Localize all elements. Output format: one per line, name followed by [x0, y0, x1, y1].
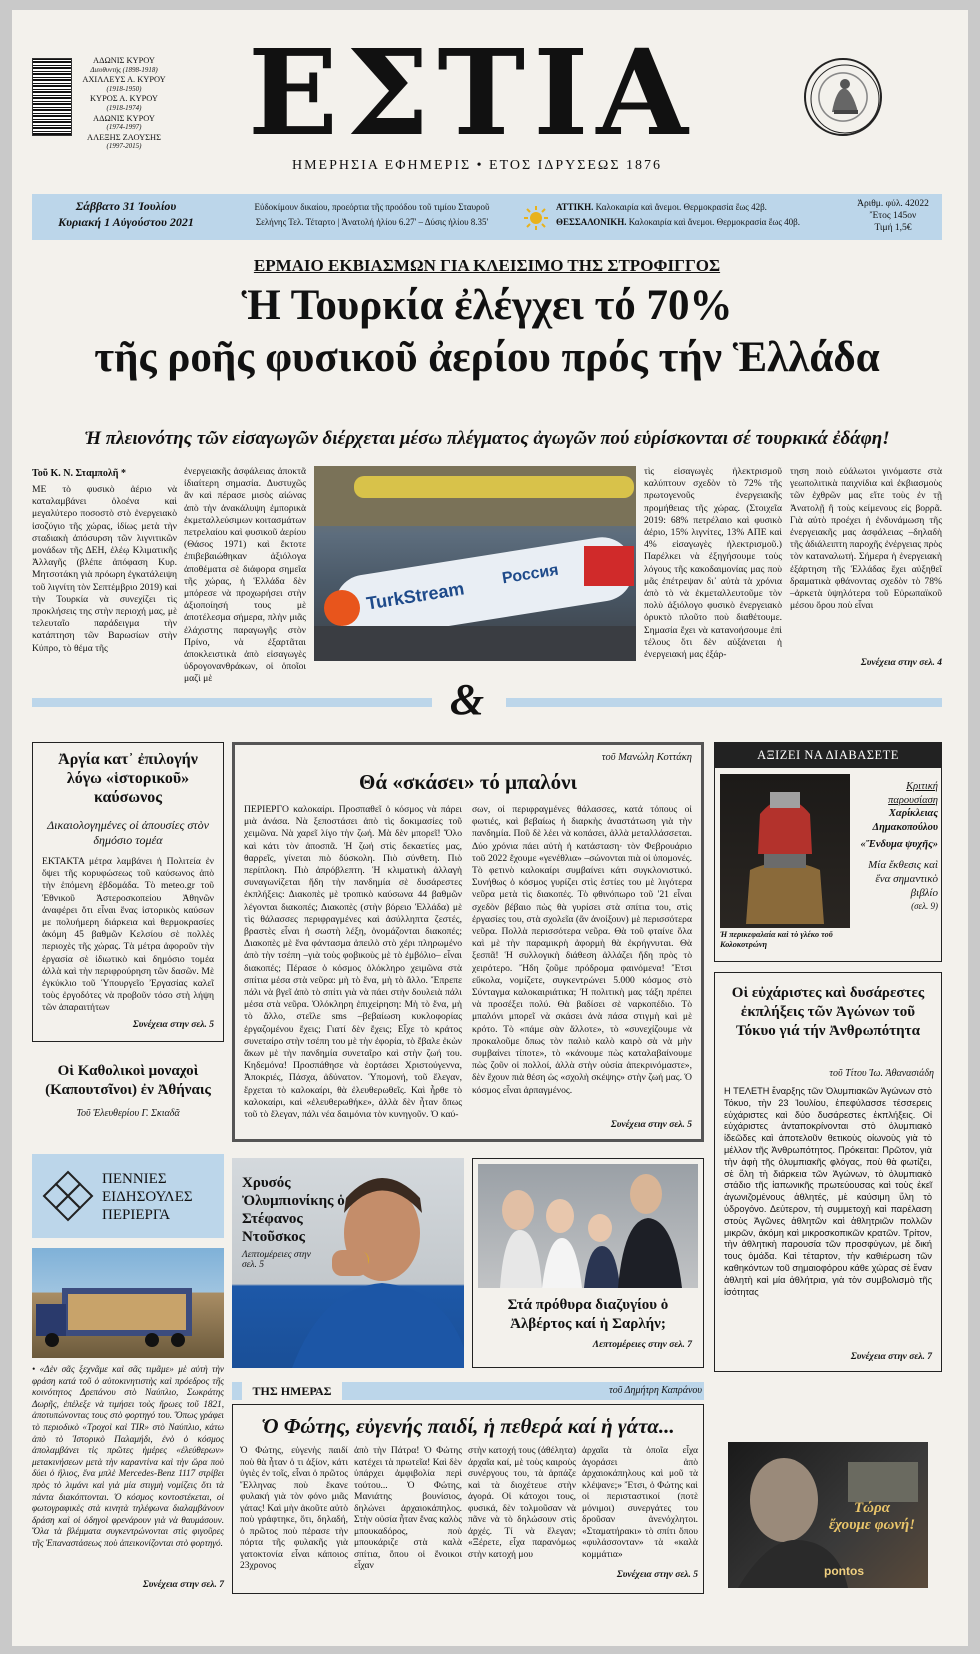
editorial-col1: ΠΕΡΙΕΡΓΟ καλοκαίρι. Προσπαθεῖ ὁ κόσμος νὰ πάρει μιὰ ἀνάσα. Νὰ ξεποστάσει ἀπὸ τὶς δοκιμασίες τοῦ χειμῶνα. Νὰ χαρεῖ λίγο τὴν ζωή. Μὰ δὲν μπορεῖ! Ὅλο καὶ κάτι τὸν ἀποσπᾶ. Ἡ ζωή στὶς δεκαετίες μας, θαρρεῖς, γίνεται πιὸ δύσκολη. Πιὸ σύνθετη. Πιὸ περίπλοκη. Πιὸ ἀπρόβλεπτη. Ἡ κλιματικὴ ἀλλαγὴ συναγωνίζεται ἤδη τὴν πανδημία σὲ δυσάρεστες ἐκπλήξεις: Διακοπὲς μὲ τροπικὸ καύσωνα 44 βαθμῶν λέγονται διακοπές; Διακοπὲς (στὴν βόρειο Ἑλλάδα) μὲ τὶς θάλασσες περιφραγμένες καὶ ἀσύλληπτα ζεστές, βραστὲς εἶναι ἡ σωστὴ λέξη, ὀνομάζονται διακοπές; Διακοπὲς μὲ ἕνα φάντασμα ἀπειλὸ στὸ χέρι πληρωμένο ἀπὸ τὴν τσέπη –γιὰ τοὺς φοβικοὺς μὲ τὸ ἐμβόλιο– εἶναι διακοπές; Πέρασε ὁ κόσμος ὁλόκληρο χειμῶνα στὰ σπίτια μέσα στὰ νεῦρα: μὴ τὸ ἕνα, μὴ τὸ ἄλλο. Ἔπρεπε πάλι νὰ βγεῖ ἀπὸ τὸ σπίτι γιὰ νὰ πάει στὴν δουλειὰ πάλι μέσα στὰ νεῦρα. Ὁλόκληρη ἐπιχείρηση: Μὴ τὸ ἕνα, μὴ τὸ ἄλλο, στεῖλε sms –βεβαίωση κυκλοφορίας ἐργαζομένου ἔχεις; Γιατί δὲν ἔχεις; Εἶχε τὸ κράτος συνεταίρο στὴν τσέπη του μὲ τὴν ἐφορία, τὸ ἔβαλε ἐκὼν ἄκων μὲ τὴν πανδημία συνεταῖρο καὶ στὴν ζωή του. Κηδεμόνα! Προσπάθησε νὰ ἑορτάσει Χριστούγεννα, Ἀποκριές, Πάσχα, ἀδύνατον. Ὑπομονή, τοῦ ἔλεγαν, ἔρχεται τὸ καλοκαίρι, θὰ ἐλευθερωθεῖς. Καὶ ἦρθε τὸ καλοκαίρι, καὶ «ἐλευθερωθήκε», ἀλλὰ δὲν ἦταν ὅπως τοῦ τὸ ἔλεγαν, πάλι νέα δαιμόνια τὸν κυνηγοῦν. Ὁ καύ-: [244, 804, 462, 1121]
newspaper-page: [12, 10, 968, 1646]
editorial-continue: Συνέχεια στην σελ. 5: [610, 1120, 692, 1130]
founders-list: ΑΔΩΝΙΣ ΚΥΡΟΥ Διευθυντής (1898-1918) ΑΧΙΛΛΕΥΣ Α. ΚΥΡΟΥ (1918-1950) ΚΥΡΟΣ Α. ΚΥΡΟΥ (1918-1974) ΑΔΩΝΙΣ ΚΥΡΟΥ (1974-1997) ΑΛΕΞΗΣ ΖΑΟΥΣΗΣ (1997-2015): [82, 56, 166, 151]
penny-news-label: ΠΕΝΝΙΕΣ ΕΙΔΗΣΟΥΛΕΣ ΠΕΡΙΕΡΓΑ: [102, 1171, 193, 1223]
capuchins-title: Οἱ Καθολικοὶ μοναχοὶ (Καπουτσῖνοι) ἐν Ἀθήναις: [45, 1063, 211, 1098]
tis-imeras-byline: τοῦ Δημήτρη Καπράνου: [609, 1385, 702, 1396]
lead-col1: ΜΕ τὸ φυσικὸ ἀέριο νὰ καταλαμβάνει ὁλοένα καὶ μεγαλύτερο ποσοστὸ στὸ ἐνεργειακὸ ἰσοζύγιο τῆς χώρας, ἰδίως μετὰ τὴν σταδιακὴ ἀπόσυρση τῶν λιγνιτικῶν μονάδων τῆς ΔΕΗ, ἐλέῳ Κλιματικῆς Ἀλλαγῆς (βλέπε ἀπόφαση Κυρ. Μητσοτάκη γιὰ πρόωρη ἐγκατάλειψη τοῦ λιγνίτη τὸν Σεπτέμβριο 2019) καὶ τὴν Τουρκία νὰ συνεχίζει τὶς προκλήσεις της στὴν περιοχή μας, μὲ τελευταῖο παράδειγμα τὴν κατάπτηση τῶν Βαρωσίων στὴν Κύπρο, τὸ θέμα τῆς: [32, 484, 177, 654]
seal-logo: [804, 58, 882, 136]
tis-imeras-col2: ἀπὸ τὴν Πάτρα! Ὁ Φώτης κατέχει τὰ πρωτεῖα! Καὶ δὲν ὑπάρχει ἀμφιβολία περὶ τούτου... Ὁ Φώτης, Μανιάτης βουνίσιος, δηλώνει ἀρχαιοκάπηλος. Στὴν οὐσία ἦταν ἕνας καλὸς μπουκαδόρος, ποὺ μπουκάριζε στὰ καλὰ σπίτια, ὅπου οἱ ἔνοικοι εἶχαν: [354, 1446, 462, 1571]
lead-continue: Συνέχεια στην σελ. 4: [860, 658, 942, 668]
pontos-ad: [728, 1442, 928, 1588]
lead-photo-pipeline: [314, 466, 636, 661]
penny-news-continue: Συνέχεια στην σελ. 7: [142, 1580, 224, 1590]
issue-date: Σάββατο 31 Ἰουλίου Κυριακή 1 Αὐγούστου 2021: [58, 199, 194, 229]
lead-byline: Τοῦ Κ. Ν. Σταμπολῆ *: [32, 468, 126, 479]
lead-headline: Ἡ Τουρκία ἐλέγχει τό 70% τῆς ροῆς φυσικοῦ ἀερίου πρός τήν Ἑλλάδα: [94, 282, 880, 381]
helmet-photo: [720, 774, 850, 928]
lead-col4: τηση ποιὸ εὐάλωτοι γινόμαστε στὰ γεωπολιτικὰ παιχνίδια καὶ ἐκβιασμοὺς τῶν ἐχθρῶν μας εἴτε τοὺς ἐν τῇ Ἀνατολῇ ἢ τοὺς κείμενους εἰς βορρᾶ. Γιὰ αὐτὸ προέχει ἡ ἐνδυνάμωση τῆς ἐνεργειακῆς μας ἀσφάλειας –δηλαδὴ τῆς ἀδιάλειπτη παροχῆς ἐνέργειας πρὸς τὸν καταναλωτή. Σήμερα ἡ ἐνεργειακὴ ἐξάρτηση τῆς Ἑλλάδας ἔχει αὐξηθεῖ δραματικὰ φθάνοντας σχεδὸν τὸ 78% –ἀρκετὰ ὑψηλότερα τοῦ Εὐρωπαϊκοῦ μέσου ὅρου ποὺ εἶναι: [790, 466, 942, 612]
sun-icon: [524, 206, 548, 230]
daily-motto: Εὐδοκίμουν δικαίου, προεόρτια τῆς προόδου τοῦ τιμίου Σταυροῦ Σελήνης Τελ. Τέταρτο | Ἀνατολή ἡλίου 6.27' – Δύσις ἡλίου 8.35': [254, 202, 490, 227]
must-read-text: Κριτική παρουσίαση Χαρίκλειας Δημακοπούλου «Ἔνδυμα ψυχῆς» Μία ἔκθεσις καὶ ἕνα σημαντικὸ βιβλίο (σελ. 9): [860, 781, 938, 911]
barcode: [32, 58, 72, 136]
royal-detail: Λεπτομέρειες στην σελ. 7: [592, 1340, 692, 1350]
turkstream-label: TurkStream: [364, 578, 466, 614]
lead-kicker: ΕΡΜΑΙΟ ΕΚΒΙΑΣΜΩΝ ΓΙΑ ΚΛΕΙΣΙΜΟ ΤΗΣ ΣΤΡΟΦΙΓΓΟΣ: [253, 256, 721, 275]
lead-subhead: Ἡ πλειονότης τῶν εἰσαγωγῶν διέρχεται μέσω πλέγματος ἀγωγῶν πού εὑρίσκονται σέ τουρκικά ἐδάφη!: [84, 428, 890, 449]
lead-col3: τὶς εἰσαγωγὲς ἠλεκτρισμοῦ καλύπτουν σχεδὸν τὸ 72% τῆς πρωτογενοῦς ἐνεργειακῆς προμήθειας τῆς χώρας. (Στοιχεῖα 2019: 68% πετρέλαιο καὶ φυσικὸ ἀέριο, 15% λιγνίτες, 13% ΑΠΕ καὶ 4% εἰσαγωγὲς ἠλεκτρισμοῦ.) Παρέλκει νὰ ἐξηγήσουμε τοὺς λόγους τῆς κακοδαιμονίας μας ποὺ μᾶς ἐπέτρεψαν δι᾿ αὐτὰ τὰ χρόνια ἀπὸ τὸ νὰ ἐκμεταλλευτοῦμε τὸν πολὺ ἀξιόλογο φυσικὸ ἐνεργειακὸ ὀρυκτὸ πλοῦτο ποὺ διαθέτουμε. Σημασία ἔχει νὰ κατανοήσουμε ἐπὶ τέλους ὅτι δὲν αὐξάνεται ἡ ἐνεργειακή μας ἐξάρ-: [644, 466, 782, 661]
heatwave-title: Ἀργία κατ᾿ ἐπιλογήν λόγω «ἱστορικοῦ» καύσωνος: [58, 751, 198, 806]
olympic-detail: Λεπτομέρειες στην σελ. 5: [242, 1250, 311, 1270]
olympic-title: Χρυσός Ὀλυμπιονίκης ὁ Στέφανος Ντοῦσκος: [242, 1175, 345, 1245]
editorial-col2: σων, οἱ περιφραγμένες θάλασσες, κατά τόπους οἱ φωτιές, καὶ βεβαίως ἡ διαρκὴς ἀναστάτωση γιὰ τὴν πανδημία. Ποῦ δὲ λέει νὰ κοπάσει, ἀλλὰ μεταλλάσσεται. Δύο χρόνια πάει αὐτὴ ἡ κατάσταση· τὸν Φεβρουάριο τοῦ 2022 ἔχουμε «γενέθλια» –σώνονται πιὰ οἱ ὑπομονές. Τὸ φετινὸ καλοκαίρι συμβαίνει κάτι συγκλονιστικό. Συνήθως ὁ κόσμος γυρίζει στὶς ἑστίες του μὲ λιγότερα νεῦρα μετὰ τὶς διακοπές. Τὸ φθινόπωρο τοῦ '21 εἶναι σχεδὸν βέβαιο πὼς θὰ γυρίσει στὰ σπίτια του, στὶς ἐργασίες του, στὰ σχολεῖα (ἂν ἀνοίξουν) μὲ περισσότερα νεῦρα. Πολλὰ περισσότερα νεῦρα. Θὰ τοῦ φταίνε ὅλα καὶ μὲ τὴν παραμικρὴ ἀφορμὴ θὰ ἐκρήγνυται. Θὰ ξεσπᾶ! Ἡ συλλογικὴ διάθεση ἀλλάζει ἤδη πρὸς τὸ χειρότερο. Ἤδη ζοῦμε πρόδρομα φαινόμενα! Ἔτσι εὔκολα, νομίζετε, συγκεντρώνει 5.000 κόσμος στὸ Σύνταγμα καλοκαιριάτικα; Ἡ πολιτικὴ μας τάξη πρέπει νὰ προσέξει πολύ. Θὰ βαδίσει σὲ ναρκοπέδιο. Τὸ μπαλόνι μπορεῖ νὰ σκάσει ἀνὰ πάσα στιγμὴ καὶ μὲ κρότο. Τὸ «πάμε σὰν ἄλλοτε», τὸ «συνεχίζουμε νὰ προκαλοῦμε ὅπως τὸν παλιὸ καλὸ καιρὸ σὰ νὰ μὴν συμβαίνει τίποτε», τὸ «κάνουμε πὼς καταλαβαίνουμε πὼς ζοῦν οἱ πολλοί, ἀλλὰ στὴν οὐσία ἀπεκρινόμαστε», δὲν ἔχουν πιὰ θέση ὡς «σχολὴ σκέψης» στὴν ζωή μας. Ὁ κόσμος εἶναι ἀρπαγμένος.: [472, 804, 692, 1096]
heatwave-continue: Συνέχεια στην σελ. 5: [132, 1020, 214, 1030]
royal-photo: [478, 1164, 698, 1288]
tokyo-title: Οἱ εὐχάριστες καὶ δυσάρεστες ἐκπλήξεις τῶν Ἀγώνων τοῦ Τόκυο γιά τήν Ἀνθρωπότητα: [731, 985, 925, 1039]
divider-right: [506, 698, 942, 707]
masthead-title: ΕΣΤΙΑ: [248, 23, 696, 162]
truck-photo: [32, 1248, 224, 1358]
divider-left: [32, 698, 432, 707]
issue-info: Ἀριθμ. φύλ. 42022 Ἔτος 145ον Τιμή 1,5€: [857, 199, 929, 233]
heatwave-body: ΕΚΤΑΚΤΑ μέτρα λαμβάνει ἡ Πολιτεία ἐν ὄψει τῆς κορυφώσεως τοῦ καύσωνος ἀπὸ τὴν ἑπόμενη ἑβδομάδα. Τὸ meteo.gr τοῦ Ἐθνικοῦ Ἀστεροσκοπείου Ἀθηνῶν ἀναφέρει ὅτι εἶναι ἕνας ἱστορικὸς καύσων με πολυήμερη διάρκεια καὶ θερμοκρασίες ἀκόμη 45 βαθμῶν Κελσίου σὲ πολλὲς περιοχὲς τῆς χώρας. Τὰ μέτρα ἀφοροῦν τὴν ἐργασία σὲ ἰδιωτικὸ καὶ δημόσιο τομέα ἀλλὰ καὶ τὴν περιφρούρηση τῶν δασῶν. Μὲ ἐγκύκλιο τοῦ Ὑπουργεῖο Ἐργασίας καλεῖ τοὺς ἐργοδότες νὰ προβοῦν τόσο στὴ λήψη τῶν ἀπαραιτήτων: [42, 856, 214, 1014]
tokyo-continue: Συνέχεια στην σελ. 7: [850, 1352, 932, 1362]
penny-news-body: • «Δὲν σᾶς ξεχνᾶμε καὶ σᾶς τιμᾶμε» μὲ αὐτὴ τὴν φράση κατά τοῦ ὁ αὐτοκινητιστὴς καὶ πρόεδρος τῆς κοινότητος Δρεπάνου στὸ Ναύπλιο, Σωκράτης Δωρῆς, ἐπέλεξε νὰ τιμήσει τοὺς ἥρωες τοῦ 1821, ἀποτυπώνοντας τους στὸ φορτηγό του. Ὅπως γράφει τὸ περιοδικὸ «Τροχοὶ καὶ TIR» στὸ Ναύπλιο, κάτω ἀπὸ τὸ Ἱστορικὸ Παλαμήδι, ἐνὸ ὁ κόσμος ἀπολαμβάνει τὶς πρῶτες ἡμέρες «ἐλεύθερων» μετακινήσεων μετὰ τὴν καραντίνα καὶ τὴν ὥρα ποὺ δύει ὁ ἥλιος, ἕνα μπλὲ Mercedes-Benz 1117 στρίβει πρὸς τὸ λιμάνι καὶ γιὰ μία στιγμὴ νομίζεις ὅτι τὰ πάντα διακόπτονται. Ὁ κόσμος κοντοστέκεται, οἱ φωτογραφικὲς στὰ κινητὰ τηλέφωνα διαλαμβάνουν δράση καὶ οἱ ὁδηγοὶ φρενάρουν γιὰ νὰ θαυμάσουν. Ὅλα τὰ βλέμματα συγκεντρώνονται στὶς φιγοῦρες τῆς Ἐπαναστάσεως ποὺ ἀπεικονίζονται στὸ φορτηγό.: [32, 1364, 224, 1548]
tis-imeras-continue: Συνέχεια στην σελ. 5: [616, 1570, 698, 1580]
russia-label: Россия: [500, 561, 560, 588]
ornament-icon: [40, 1168, 96, 1224]
editorial-byline: τοῦ Μανώλη Κοττάκη: [601, 752, 692, 763]
tokyo-byline: τοῦ Τίτου Ἰω. Ἀθανασιάδη: [829, 1068, 934, 1079]
tis-imeras-col3: στὴν κατοχή τους (ἀθέλητα) ἀρχαῖα καί, μὲ τοὺς καιροὺς συνέργους του, τὰ ἁρπάζε καὶ τὰ διοχέτευε στὴν ἀγορά. Οἱ κάτοχοι τους, φυσικά, δὲν τολμοῦσαν νὰ πᾶνε νὰ τὸ δηλώσουν στὶς ἀρχές. Τί νὰ ἔλεγαν; «Ξέρετε, εἶχα παρανόμως στὴν κατοχή μου: [468, 1446, 576, 1560]
royal-title: Στά πρόθυρα διαζυγίου ὁ Ἀλβέρτος καί ἡ Σαρλήν;: [507, 1297, 669, 1332]
lead-col2: ἐνεργειακῆς ἀσφάλειας ἀποκτᾶ ἰδιαίτερη σημασία. Δυστυχῶς ἂν καὶ πέρασε μισὸς αἰώνας ἀπὸ τὴν ἀνακάλυψη ἐμπορικὰ ἐκμεταλλεύσιμων κοιτασμάτων πετρελαίου καὶ φυσικοῦ ἀερίου (Θάσος 1971) καὶ ἔκτοτε ἐπιβεβαιώθηκαν ἀξιόλογα ἀποθέματα σὲ διάφορα σημεῖα τῆς χώρας, ἡ Ἑλλάδα δὲν μπόρεσε νὰ προχωρήσει στὴν ἀξιοποίησή τους μὲ ἀποτέλεσμα σήμερα, πλὴν μιᾶς ἐλάχιστης παραγωγῆς στὸν Πρίνο, νὰ ἐξαρτᾶται ἀποκλειστικὰ ἀπὸ εἰσαγωγὲς ὑδρογονανθράκων, οἱ ὁποῖοι μαζὶ μὲ: [184, 466, 306, 685]
helmet-caption: Ἡ περικεφαλαία καὶ τὸ γλέκο τοῦ Κολοκοτρώνη: [720, 930, 833, 949]
masthead-subtitle: ΗΜΕΡΗΣΙΑ ΕΦΗΜΕΡΙΣ • ΕΤΟΣ ΙΔΡΥΣΕΩΣ 1876: [292, 158, 662, 173]
ad-brand: pontos: [824, 1564, 864, 1578]
heatwave-subtitle: Δικαιολογημένες οἱ ἀπουσίες στὸν δημόσιο τομέα: [47, 818, 209, 847]
editorial-title: Θά «σκάσει» τό μπαλόνι: [359, 770, 577, 794]
weather: ΑΤΤΙΚΗ. Καλοκαιρία καὶ ἄνεμοι. Θερμοκρασία ἕως 42β. ΘΕΣΣΑΛΟΝΙΚΗ. Καλοκαιρία καὶ ἄνεμοι. Θερμοκρασία ἕως 40β.: [556, 202, 800, 227]
tis-imeras-label: ΤΗΣ ΗΜΕΡΑΣ: [242, 1382, 342, 1400]
tis-imeras-col4: ἀρχαῖα τὰ ὁποῖα εἶχα ἀγοράσει ἀπὸ ἀρχαιοκάπηλους καὶ μοῦ τὰ κλέψανε;» Ἔτσι, ὁ Φώτης καὶ οἱ περισταστικοί (ποτὲ μόνιμοι) συνεργάτες του δροῦσαν ἀνενόχλητοι. «Σταματήρακι» τὸ σπίτι ὅπου «φυλάσσονταν» τὰ «καλὰ κομμάτια»: [582, 1446, 698, 1560]
ad-slogan: Τώρα ἔχουμε φωνή!: [828, 1500, 916, 1533]
tis-imeras-col1: Ὁ Φώτης, εὐγενὴς παιδί ποὺ θὰ ἦταν ὁ τι ἀξίον, κάτι ὑγιὲς ἐν τοῖς, εἶναι ὁ πρῶτος Ἕλληνας ποὺ ἔκανε φυλακή γιὰ τὸν φόνο μιᾶς γάτας! Καὶ μὴν ἀκοῦτε αὐτὸ ποὺ γράφτηκε, ὅτι, δηλαδή, ὁ πρῶτος ποὺ πέρασε τὴν πόρτα τῆς φυλακῆς γιὰ γατοκτονία εἶναι κάποιος 23χρονος: [240, 1446, 348, 1571]
tis-imeras-title: Ὁ Φώτης, εὐγενής παιδί, ἡ πεθερά καί ἡ γάτα...: [261, 1414, 675, 1438]
must-read-label: ΑΞΙΖΕΙ ΝΑ ΔΙΑΒΑΣΕΤΕ: [714, 742, 942, 768]
ampersand-ornament: &: [449, 675, 485, 724]
tokyo-body: Η ΤΕΛΕΤΗ ἔναρξης τῶν Ὀλυμπιακῶν Ἀγώνων στὸ Τόκυο, τὴν 23 Ἰουλίου, ἐπεφύλασσε τέσσερεις εὐχάριστες καὶ δύο δυσάρεστες ἐκπλήξεις. Οἱ εὐχάριστες ἀνταποκρίνονται στὸ ὀλυμπιακὸ ἰδεῶδες καὶ ἀποτελοῦν θετικοὺς οἰωνοὺς γιὰ τὸ μέλλον τῆς Ἀνθρωπότητος. Πρόκειται: Πρῶτον, γιὰ τὴν ἀφὴ τῆς ὀλυμπιακῆς φλόγας, ποὺ θὰ φωτίζει, σὲ ὅλη τὴ διάρκεια τῶν Ἀγώνων, τὸ ὀλυμπιακὸ στάδιο τῆς ἰαπωνικῆς πρωτεύουσας καὶ τοὺς ἐκεῖ ἀγωνιζομένους ἀθλητές, μὲ καύσιμη ὕλη τὸ ὑδρογόνο. Δεύτερον, τὴ συμμετοχὴ καὶ παρέλαση στοὺς Ἀγῶνες ἀθλητῶν καὶ ἀθλητριῶν πολλῶν μικρῶν, ἀκόμη καὶ μικροσκοπικῶν κρατῶν. Τρίτον, τὴν ἀθλητικὴ παρουσία τῶν προσφύγων, μὲ δική τους ὁμάδα. Καὶ τέταρτον, τὴν καθιέρωση τῶν καθηκόντων τοῦ σημαιοφόρου κάθε χώρας σὲ ἕναν ἀθλητὴ καὶ μία ἀθλήτρια, γιὰ τὸν συμβολισμὸ τῆς ἰσότητας: [724, 1086, 932, 1297]
capuchins-byline: Τοῦ Ἐλευθερίου Γ. Σκιαδᾶ: [76, 1108, 180, 1119]
